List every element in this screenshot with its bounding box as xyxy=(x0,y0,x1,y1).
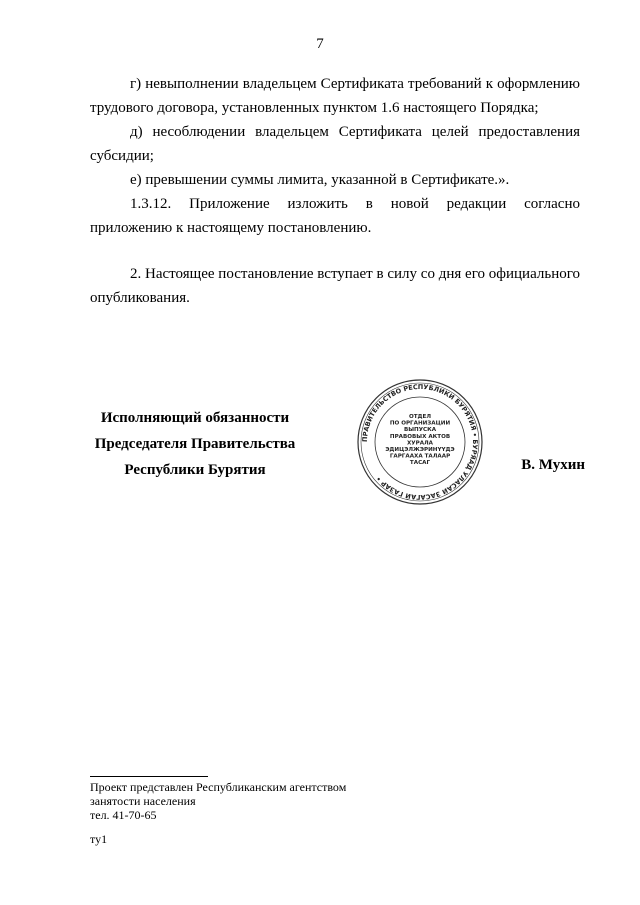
seal-inner-line: ТАСАГ xyxy=(409,460,431,467)
signer-name: В. Мухин xyxy=(521,457,585,473)
signer-position-line: Республики Бурятия xyxy=(124,462,266,478)
footer-line: занятости населения xyxy=(90,794,196,808)
footer-note xyxy=(90,780,346,822)
paragraph-1-3-12: 1.3.12. Приложение изложить в новой редакции согласно приложению к настоящему постановлению. xyxy=(90,196,580,236)
paragraph-e: е) превышении суммы лимита, указанной в Сертификате.». xyxy=(130,172,510,188)
footer-phone: тел. 41-70-65 xyxy=(90,808,157,822)
signer-position-line: Председателя Правительства xyxy=(94,436,296,452)
seal-inner-line: ЭДИЦЭЛЖЭРИНҮҮДЭ xyxy=(385,447,455,453)
typist-mark: ту1 xyxy=(90,832,108,846)
seal-inner-line: ХУРАЛА xyxy=(406,440,434,447)
official-seal-stamp xyxy=(340,378,500,506)
signer-position-line: Исполняющий обязанности xyxy=(100,410,290,426)
footer-divider xyxy=(90,776,208,777)
seal-inner-line: ПО ОРГАНИЗАЦИИ xyxy=(389,420,451,427)
seal-outer-text: ПРАВИТЕЛЬСТВО РЕСПУБЛИКИ БУРЯТИЯ • БУРЯАД УЛАСАЙ ЗАСАГАЙ ГАЗАР • xyxy=(360,382,480,502)
page-number: 7 xyxy=(316,36,324,52)
signer-position xyxy=(80,405,310,483)
seal-inner-line: ГАРГААХА ТАЛААР xyxy=(389,453,451,460)
paragraph-g: г) невыполнении владельцем Сертификата требований к оформлению трудового договора, установленных пунктом 1.6 настоящего Порядка; xyxy=(90,76,580,116)
seal-inner-line: ОТДЕЛ xyxy=(408,414,432,420)
footer-line: Проект представлен Республиканским агентством xyxy=(90,780,347,794)
seal-inner-line: ВЫПУСКА xyxy=(403,427,437,434)
seal-inner-line: ПРАВОВЫХ АКТОВ xyxy=(389,433,451,440)
document-body xyxy=(90,72,580,310)
paragraph-2: 2. Настоящее постановление вступает в силу со дня его официального опубликования. xyxy=(90,266,580,306)
paragraph-d: д) несоблюдении владельцем Сертификата целей предоставления субсидии; xyxy=(90,124,580,164)
seal-inner-text xyxy=(385,414,454,466)
